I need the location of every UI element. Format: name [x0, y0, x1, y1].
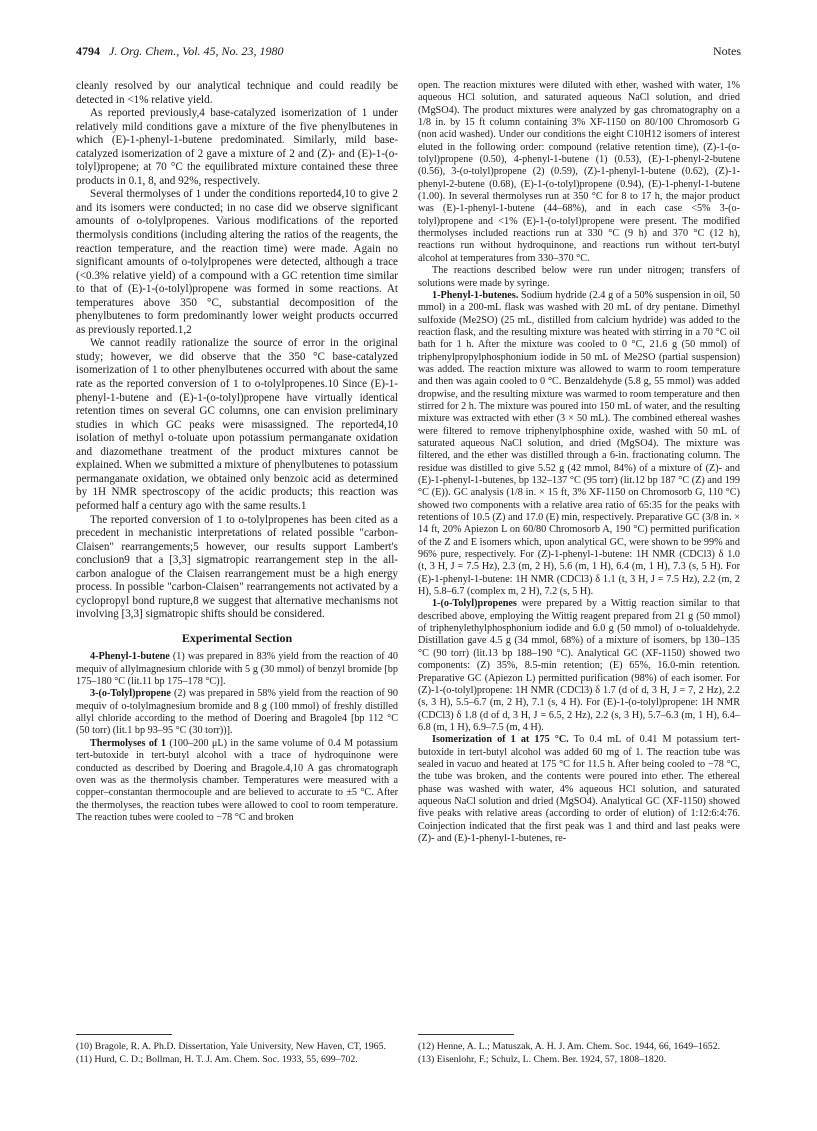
paragraph: As reported previously,4 base-catalyzed isomerization of 1 under relatively mild conditions gave a mixture of the five phenylbutenes in which (E)-1-phenyl-1-butene predominated. Similarly, mild base-catalyzed isomerization of 2 gave a mixture of 2 and (Z)- and (E)-1-(o-tolyl)propene; at 70 °C the equilibrated mixture contained these three products in 0.1, 8, and 92%, respectively.: [76, 107, 398, 187]
footnote: (13) Eisenlohr, F.; Schulz, L. Chem. Ber. 1924, 57, 1808–1820.: [418, 1053, 667, 1065]
footnotes-left: [76, 1034, 398, 1066]
experimental-heading: Experimental Section: [181, 630, 293, 645]
section-label: Notes: [713, 44, 741, 58]
paragraph-text: Sodium hydride (2.4 g of a 50% suspension in oil, 50 mmol) in a 200-mL flask was washed with 20 mL of dry pentane. Dimethyl sulfoxide (Me2SO) (25 mL, distilled from calcium hydride) was added to the reaction flask, and the resulting mixture was heated with stirring in a 70 °C oil bath for 1 h. After the mixture was cooled to 0 °C, 21.6 g (50 mmol) of triphenylpropylphosphonium iodide in 50 mL of Me2SO (partial suspension) was added. The reaction mixture was allowed to warm to room temperature and then was again cooled to 0 °C. Benzaldehyde (5.8 g, 55 mmol) was added dropwise, and the resulting mixture was warmed to room temperature and then stirred for 2 h. The mixture was poured into 150 mL of water, and the resulting mixture was extracted with ether (3 × 50 mL). The combined ethereal washes were filtered to remove triphenylphosphine oxide, washed with 50 mL of saturated aqueous NaCl solution, and dried (MgSO4). The mixture was filtered, and the ether was distilled through a 6-in. fractionating column. The residue was distilled to give 5.52 g (42 mmol, 84%) of a mixture of (Z)- and (E)-1-phenyl-1-butenes, bp 132–137 °C (95 torr) (lit.12 bp 187 °C (Z) and 199 °C (E)). GC analysis (1/8 in. × 15 ft, 3% XF-1150 on Chromosorb G, 110 °C) showed two components with a relative area ratio of 65:35 for the peaks with retentions of 10.5 (Z) and 17.0 (E) min, respectively. Preparative GC (3/8 in. × 14 ft, 20% Apiezon L on 60/80 Chromosorb A, 190 °C) permitted purification of the Z and E isomers which, upon analytical GC, were shown to be 99% and 96% pure, respectively. For (Z)-1-phenyl-1-butene: 1H NMR (CDCl3) δ 1.0 (t, 3 H, J = 7.5 Hz), 2.3 (m, 2 H), 5.6 (m, 1 H), 6.4 (m, 1 H), 7.3 (s, 5 H). For (E)-1-phenyl-1-butene: 1H NMR (CDCl3) δ 1.1 (t, 3 H, J = 7.5 Hz), 2.2 (m, 2 H), 5.8–6.7 (complex m, 2 H), 7.2 (s, 5 H).: [418, 289, 740, 598]
paragraph-text: (1) was prepared in 83% yield from the reaction of 40 mequiv of allylmagnesium chloride with 5 g (30 mmol) of benzyl bromide [bp 175–180 °C (lit.11 bp 175–178 °C)].: [76, 651, 398, 688]
run-in-heading: Thermolyses of 1: [90, 737, 166, 749]
footnote-divider: [76, 1034, 172, 1035]
journal-citation: J. Org. Chem., Vol. 45, No. 23, 1980: [109, 44, 284, 58]
paragraph: open. The reaction mixtures were diluted with ether, washed with water, 1% aqueous HCl solution, and saturated aqueous NaCl solution, and dried (MgSO4). The product mixtures were analyzed by gas chromatography on a 1/8 in. by 15 ft column containing 3% XF-1150 on 80/100 Chromosorb G (non acid washed). Under our conditions the eight C10H12 isomers of interest eluted in the following order: compound (relative retention time), (Z)-1-(o-tolyl)propene (0.50), 4-phenyl-1-butene (1) (0.53), (E)-1-phenyl-2-butene (0.56), 3-(o-tolyl)propene (2) (0.59), (Z)-1-phenyl-1-butene (0.62), (Z)-1-phenyl-2-butene (0.68), (E)-1-(o-tolyl)propene (0.94), (E)-1-phenyl-1-butene (1.00). In several thermolyses run at 350 °C for 8 to 17 h, the major product was (E)-1-phenyl-1-butene (44–68%), and in each case <5% 3-(o-tolyl)propene and <1% (E)-1-(o-tolyl)propene were present. The modified thermolyses included reactions run at 330 °C (9 h) and 370 °C (12 h), reactions run without hydroquinone, and reactions run without tert-butyl alcohol at temperatures from 330–370 °C.: [418, 80, 740, 264]
paragraph-text: were prepared by a Wittig reaction similar to that described above, employing the Wittig reagent prepared from 21 g (50 mmol) of triphenylethylphosphonium iodide and 6.0 g (50 mmol) of o-tolualdehyde. Distillation gave 4.5 g (34 mmol, 68%) of a mixture of isomers, bp 130–135 °C (90 torr) (lit.13 bp 188–190 °C). Analytical GC (XF-1150) showed two components: (Z) 35%, 8.5-min retention; (E) 65%, 16.0-min retention. Preparative GC (Apiezon L) permitted purification (98%) of each isomer. For (Z)-1-(o-tolyl)propene: 1H NMR (CDCl3) δ 1.7 (d of d, 3 H, J = 7, 2 Hz), 2.2 (s, 3 H), 5.5–6.7 (m, 2 H), 7.1 (s, 4 H). For (E)-1-(o-tolyl)propene: 1H NMR (CDCl3) δ 1.8 (d of d, 3 H, J = 6.5, 2 Hz), 2.2 (s, 3 H), 5.7–6.3 (m, 1 H), 6.4–6.8 (m, 1 H), 6.9–7.5 (m, 4 H).: [418, 598, 740, 733]
left-column: [76, 80, 398, 824]
footnote: (11) Hurd, C. D.; Bollman, H. T. J. Am. Chem. Soc. 1933, 55, 699–702.: [76, 1053, 358, 1065]
paragraph: [418, 290, 740, 599]
paragraph-text: To 0.4 mL of 0.41 M potassium tert-butoxide in tert-butyl alcohol was added 60 mg of 1. The reaction tube was sealed in vacuo and heated at 175 °C for 11.5 h. After being cooled to −78 °C, the tube was broken, and the contents were poured into ether. The ethereal phase was washed with water, 4% aqueous HCl solution, and saturated aqueous NaCl solution and dried (MgSO4). Analytical GC (XF-1150) showed five peaks with relative areas (according to order of elution) of 1:12:6:4:76. Coinjection indicated that the first peak was 1 and third and last peaks were (Z)- and (E)-1-phenyl-1-butenes, re-: [418, 734, 740, 844]
run-in-heading: 4-Phenyl-1-butene: [90, 651, 170, 663]
paragraph: The reported conversion of 1 to o-tolylpropenes has been cited as a precedent in mechanistic interpretations of related possible "carbon-Claisen" rearrangements;5 however, our results support Lambert's conclusion9 that a [3,3] sigmatropic rearrangement step in the all-carbon analogue of the Claisen rearrangement must be a high energy process. In possible "carbon-Claisen" rearrangements not activated by a cyclopropyl bond rupture,8 we suggest that alternative mechanisms not involving [3,3] sigmatropic shifts should be considered.: [76, 513, 398, 621]
footnote-divider: [418, 1034, 514, 1035]
right-column: [418, 80, 740, 845]
run-in-heading: 3-(o-Tolyl)propene: [90, 688, 171, 700]
footnote: (12) Henne, A. L.; Matuszak, A. H. J. Am. Chem. Soc. 1944, 66, 1649–1652.: [418, 1041, 721, 1052]
page-header: [76, 44, 741, 60]
footnote: (10) Bragole, R. A. Ph.D. Dissertation, Yale University, New Haven, CT, 1965.: [76, 1041, 386, 1052]
paragraph: We cannot readily rationalize the source of error in the original study; however, we did observe that the 350 °C base-catalyzed isomerization of 1 to other phenylbutenes occurred with about the same rate as the reported conversion of 1 to o-tolylpropenes.10 Since (E)-1-phenyl-1-butene and (E)-1-(o-tolyl)propene have virtually identical retention times on several GC columns, one can envision preliminary studies in which GC peaks were misassigned. The reported4,10 isolation of methyl o-toluate upon potassium permanganate oxidation and diazomethane treatment of the product mixtures cannot be explained. When we submitted a mixture of phenylbutenes to potassium permanganate oxidation, we obtained only benzoic acid as determined by 1H NMR spectroscopy of the acidic products; this reaction was peformed half a century ago with the same results.1: [76, 337, 398, 512]
paragraph: [76, 651, 398, 688]
run-in-heading: Isomerization of 1 at 175 °C.: [432, 734, 569, 746]
paragraph: [418, 734, 740, 845]
run-in-heading: 1-Phenyl-1-butenes.: [432, 289, 519, 301]
paragraph: [76, 688, 398, 737]
page-number: 4794: [76, 44, 100, 58]
paragraph-text: (2) was prepared in 58% yield from the reaction of 90 mequiv of o-tolylmagnesium bromide and 8 g (100 mmol) of freshly distilled allyl chloride according to the method of Doering and Bragole4 [bp 112 °C (50 torr) (lit.1 bp 93–95 °C (30 torr))].: [76, 688, 398, 737]
run-in-heading: 1-(o-Tolyl)propenes: [432, 598, 517, 610]
paragraph: The reactions described below were run under nitrogen; transfers of solutions were made by syringe.: [418, 265, 740, 289]
paragraph: [418, 598, 740, 734]
paragraph: Several thermolyses of 1 under the conditions reported4,10 to give 2 and its isomers were conducted; in no case did we observe significant amounts of o-tolylpropenes. Various modifications of the reported thermolysis conditions (including altering the ratios of the reagents, the reaction temperature, and the reaction time) were made. Again no significant amounts of o-tolylpropenes were detected, although a trace (<0.3% relative yield) of a compound with a GC retention time similar to that of (E)-1-(o-tolyl)propene was formed in some reactions. At temperatures above 350 °C, substantial decomposition of the phenylbutenes to form predominantly lower weight products occurred as previously reported.1,2: [76, 188, 398, 336]
footnotes-right: [418, 1034, 740, 1066]
paragraph: [76, 738, 398, 824]
paragraph: cleanly resolved by our analytical technique and could readily be detected in <1% relative yield.: [76, 80, 398, 106]
paragraph-text: (100–200 μL) in the same volume of 0.4 M potassium tert-butoxide in tert-butyl alcohol with a trace of hydroquinone were conducted as described by Doering and Bragole.4,10 A gas chromatograph oven was as the thermolysis chamber. Temperatures were measured with a copper–constantan thermocouple and are believed to accurate to ±5 °C. After the thermolyses, the reaction tubes were allowed to cool to room temperature. The reaction tubes were cooled to −78 °C and broken: [76, 737, 398, 823]
